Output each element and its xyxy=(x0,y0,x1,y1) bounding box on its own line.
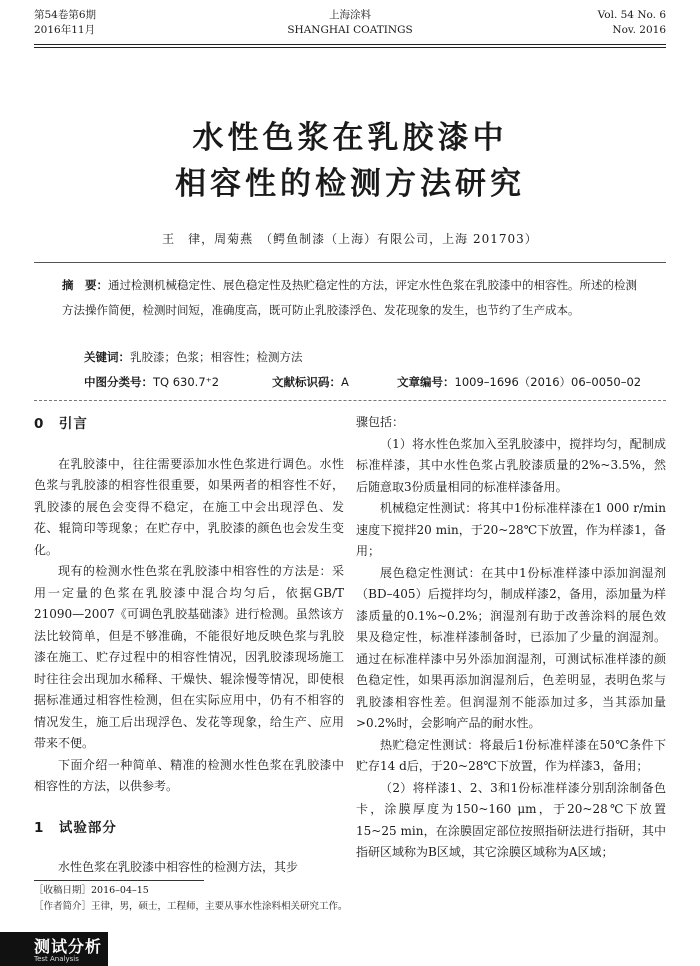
paragraph: 热贮稳定性测试：将最后1份标准样漆在50℃条件下贮存14 d后，于20~28℃下放置，作为样漆3，备用； xyxy=(356,737,666,773)
paragraph: 现有的检测水性色浆在乳胶漆中相容性的方法是：采用一定量的色浆在乳胶漆中混合均匀后，依据GB/T 21090—2007《可调色乳胶基础漆》进行检测。虽然该方法比较简单，但是不够准确，不能很好地反映色浆与乳胶漆在施工、贮存过程中的相容性情况，因乳胶漆现场施工时往往会出现加水稀释、干燥快、辊涂慢等情况，即使根据标准通过相容性检测，但在实际应用中，仍有不相容的情况发生，施工后出现浮色、发花等现象，给生产、应用带来不便。 xyxy=(34,564,344,750)
header-rule xyxy=(34,44,666,45)
paragraph: 骤包括： xyxy=(356,415,405,429)
footnote-rule xyxy=(34,880,204,881)
abstract-text: 通过检测机械稳定性、展色稳定性及热贮稳定性的方法，评定水性色浆在乳胶漆中的相容性。所述的检测方法操作简便，检测时间短，准确度高，既可防止乳胶漆浮色、发花现象的发生，也节约了生产成本。 xyxy=(62,278,637,317)
running-header xyxy=(34,8,666,48)
document-code: 文献标识码：A xyxy=(272,375,349,389)
clc-number: 中图分类号：TQ 630.7⁺2 xyxy=(84,375,220,389)
paragraph: 水性色浆在乳胶漆中相容性的检测方法，其步 xyxy=(58,860,299,874)
paragraph: 展色稳定性测试：在其中1份标准样漆中添加润湿剂（BD–405）后搅拌均匀，制成样漆2，备用，添加量为样漆质量的0.1%~0.2%；润湿剂有助于改善涂料的展色效果及稳定性，标准样漆制备时，已添加了少量的润湿剂。通过在标准样漆中另外添加润湿剂，可测试标准样漆的颜色稳定性，如果再添加润湿剂后，色差明显，表明色浆与乳胶漆相容性差。但润湿剂不能添加过多，当其添加量>0.2%时，会影响产品的耐水性。 xyxy=(356,565,666,730)
abstract xyxy=(62,273,640,323)
keywords xyxy=(84,349,303,365)
header-volume: Vol. 54 No. 6 Nov. 2016 xyxy=(597,9,666,36)
right-column xyxy=(356,412,666,864)
section-tab-title: 测试分析 xyxy=(34,937,103,956)
keywords-text: 乳胶漆；色浆；相容性；检测方法 xyxy=(130,350,303,364)
footnote-received: ［收稿日期］2016–04–15 xyxy=(34,885,149,896)
header-issue: 第54卷第6期 2016年11月 xyxy=(34,9,97,36)
abstract-label: 摘 要： xyxy=(62,278,108,292)
header-journal: 上海涂料 SHANGHAI COATINGS xyxy=(287,9,413,36)
paragraph: （2）将样漆1、2、3和1份标准样漆分别刮涂制备色卡，涂膜厚度为150~160 μm，于20~28℃下放置15~25 min，在涂膜固定部位按照指研法进行指研，其中指研区域称为B区域，其它涂膜区域称为A区域； xyxy=(356,780,666,859)
abstract-top-rule xyxy=(34,262,666,263)
left-column xyxy=(34,412,344,879)
paragraph: （1）将水性色浆加入至乳胶漆中，搅拌均匀，配制成标准样漆，其中水性色浆占乳胶漆质量的2%~3.5%，然后随意取3份质量相同的标准样漆备用。 xyxy=(356,436,666,494)
author-affiliation: 王 律，周菊燕 （鳄鱼制漆（上海）有限公司，上海 201703） xyxy=(162,232,538,246)
paragraph: 下面介绍一种简单、精准的检测水性色浆在乳胶漆中相容性的方法，以供参考。 xyxy=(34,757,344,793)
section-tab xyxy=(0,932,108,966)
header-rule-thin xyxy=(34,47,666,48)
article-title-line1: 水性色浆在乳胶漆中 xyxy=(192,120,508,156)
section-heading-intro: 0 引言 xyxy=(34,416,88,432)
paragraph: 在乳胶漆中，往往需要添加水性色浆进行调色。水性色浆与乳胶漆的相容性很重要，如果两者的相容性不好，乳胶漆的展色会变得不稳定，在施工中会出现浮色、发花、辊筒印等现象；在贮存中，乳胶漆的颜色也会发生变化。 xyxy=(34,456,344,557)
section-heading-experiment: 1 试验部分 xyxy=(34,819,117,836)
section-tab-subtitle: Test Analysis xyxy=(34,955,79,963)
article-title-line2: 相容性的检测方法研究 xyxy=(175,166,525,202)
abstract-bottom-rule xyxy=(34,400,666,401)
footnote-author-bio: ［作者简介］王律，男，硕士，工程师，主要从事水性涂料相关研究工作。 xyxy=(34,901,348,912)
paragraph: 机械稳定性测试：将其中1份标准样漆在1 000 r/min速度下搅拌20 min，于20~28℃下放置，作为样漆1，备用； xyxy=(356,501,666,558)
article-number: 文章编号：1009–1696（2016）06–0050–02 xyxy=(397,375,642,389)
keywords-label: 关键词： xyxy=(84,350,130,364)
